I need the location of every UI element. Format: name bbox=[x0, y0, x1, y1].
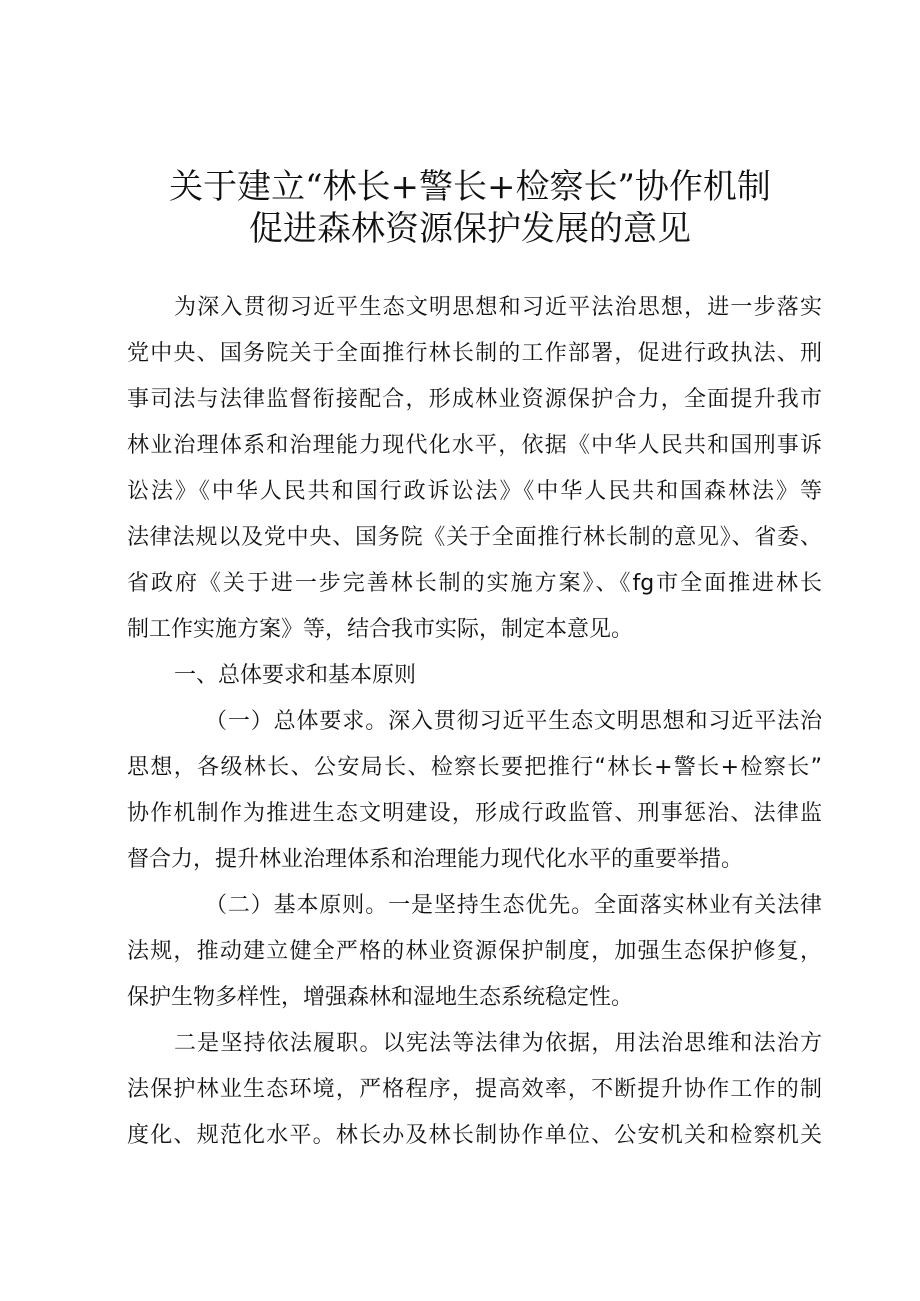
section-heading: 一、总体要求和基本原则 bbox=[174, 663, 417, 688]
body-text-line: 法保护林业生态环境，严格程序，提高效率，不断提升协作工作的制 bbox=[127, 1077, 822, 1102]
body-text-line: 度化、规范化水平。林长办及林长制协作单位、公安机关和检察机关 bbox=[127, 1123, 822, 1148]
document-title-line-2: 促进森林资源保护发展的意见 bbox=[249, 209, 691, 249]
body-text-line: （一）总体要求。深入贯彻习近平生态文明思想和习近平法治 bbox=[205, 709, 822, 734]
body-text-line: 思想，各级林长、公安局长、检察长要把推行“林长+警长+检察长” bbox=[127, 755, 822, 780]
body-text-line: 制工作实施方案》等，结合我市实际，制定本意见。 bbox=[127, 617, 634, 642]
body-text-line: 讼法》《中华人民共和国行政诉讼法》《中华人民共和国森林法》等 bbox=[127, 479, 822, 504]
body-text-line: 林业治理体系和治理能力现代化水平，依据《中华人民共和国刑事诉 bbox=[127, 433, 822, 458]
body-text-line: 为深入贯彻习近平生态文明思想和习近平法治思想，进一步落实 bbox=[174, 295, 822, 320]
body-text-line: 省政府《关于进一步完善林长制的实施方案》、《fg市全面推进林长 bbox=[127, 571, 822, 596]
body-text-line: 事司法与法律监督衔接配合，形成林业资源保护合力，全面提升我市 bbox=[127, 387, 822, 412]
body-text-line: （二）基本原则。一是坚持生态优先。全面落实林业有关法律 bbox=[205, 893, 822, 918]
body-text-line: 保护生物多样性，增强森林和湿地生态系统稳定性。 bbox=[127, 985, 634, 1010]
body-text-line: 法规，推动建立健全严格的林业资源保护制度，加强生态保护修复， bbox=[127, 939, 822, 964]
document-title-line-1: 关于建立“林长+警长+检察长”协作机制 bbox=[169, 167, 771, 207]
body-text-line: 党中央、国务院关于全面推行林长制的工作部署，促进行政执法、刑 bbox=[127, 341, 822, 366]
body-text-line: 督合力，提升林业治理体系和治理能力现代化水平的重要举措。 bbox=[127, 847, 744, 872]
body-text-line: 二是坚持依法履职。以宪法等法律为依据，用法治思维和法治方 bbox=[174, 1031, 822, 1056]
body-text-line: 法律法规以及党中央、国务院《关于全面推行林长制的意见》、省委、 bbox=[127, 525, 822, 550]
body-text-line: 协作机制作为推进生态文明建设，形成行政监管、刑事惩治、法律监 bbox=[127, 801, 822, 826]
